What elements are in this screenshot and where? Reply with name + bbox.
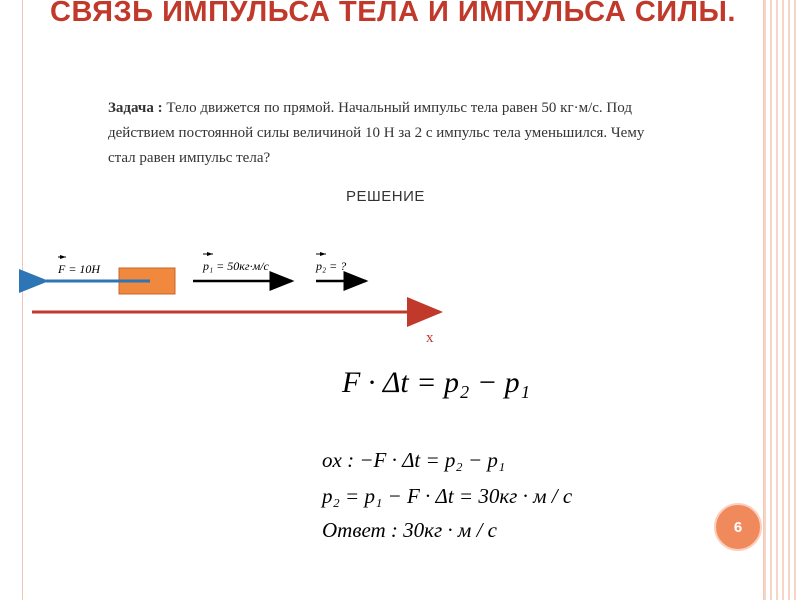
force-label: F = 10H [58,262,101,276]
formula-projection: ox : −F · Δt = p₂ − p₁ [322,448,506,472]
problem-text: Тело движется по прямой. Начальный импульс тела равен 50 кг·м/с. Под действием постоянной силы величиной 10 Н за 2 с импульс тела уменьшился. Чему стал равен импульс тела? [108,100,645,166]
p2-label: p₂ = ? [316,259,347,273]
x-axis-label: x [426,330,434,346]
solution-heading: РЕШЕНИЕ [346,188,425,205]
formula-result: p₂ = p₁ − F · Δt = 30кг · м / с [322,484,573,508]
formula-answer: Ответ : 30кг · м / с [322,518,497,542]
slide-title: СВЯЗЬ ИМПУЛЬСА ТЕЛА И ИМПУЛЬСА СИЛЫ. [50,0,736,28]
problem-label: Задача : [108,100,163,116]
p1-label: p₁ = 50кг·м/с [203,259,269,273]
page-number-badge: 6 [714,503,762,551]
formula-main: F · Δt = p₂ − p₁ [342,366,531,399]
